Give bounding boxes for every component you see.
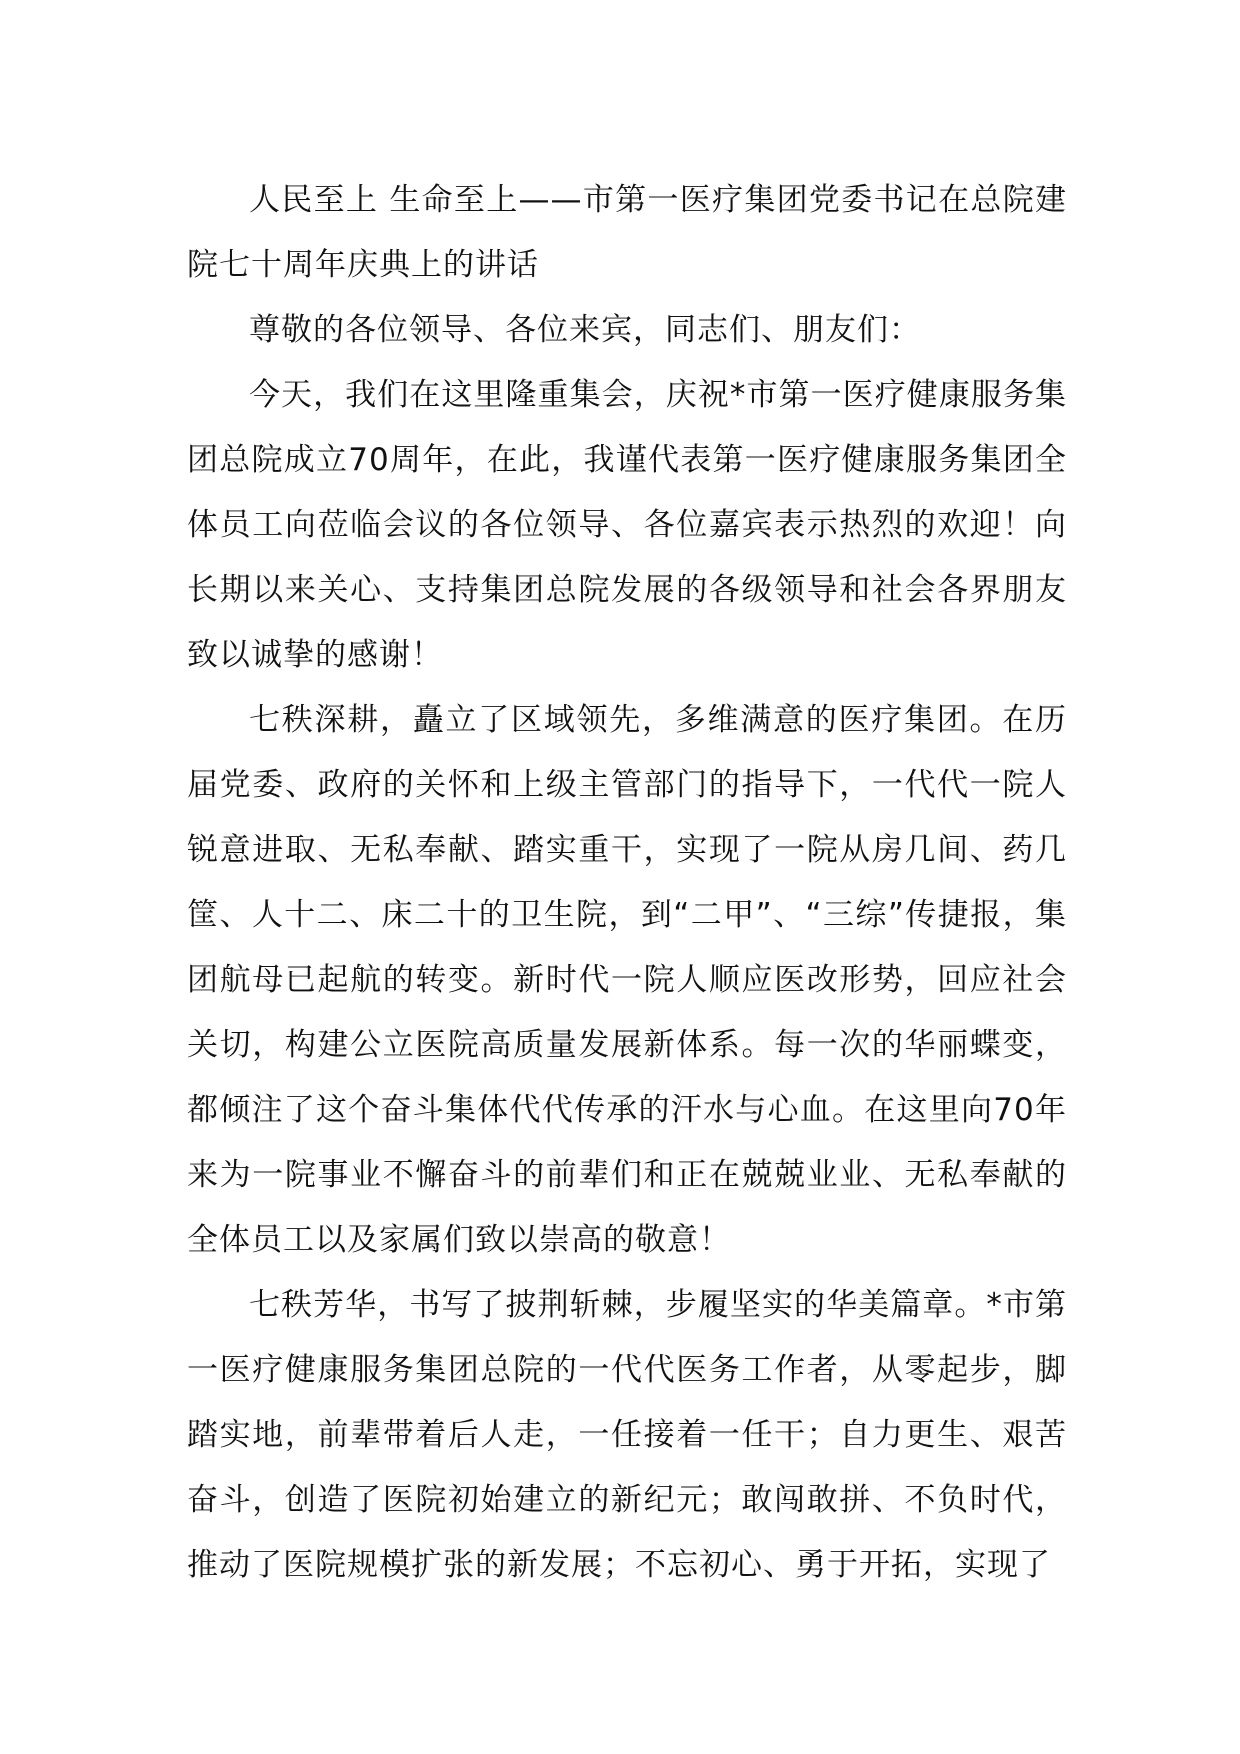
document-body xyxy=(187,168,1067,1598)
paragraph: 今天，我们在这里隆重集会，庆祝*市第一医疗健康服务集团总院成立70周年，在此，我谨代表第一医疗健康服务集团全体员工向莅临会议的各位领导、各位嘉宾表示热烈的欢迎！向长期以来关心、支持集团总院发展的各级领导和社会各界朋友致以诚挚的感谢！ xyxy=(187,377,1067,673)
document-title: 人民至上 生命至上——市第一医疗集团党委书记在总院建院七十周年庆典上的讲话 xyxy=(187,182,1067,283)
salutation: 尊敬的各位领导、各位来宾，同志们、朋友们： xyxy=(249,312,921,348)
paragraph: 七秩芳华，书写了披荆斩棘，步履坚实的华美篇章。*市第一医疗健康服务集团总院的一代代医务工作者，从零起步，脚踏实地，前辈带着后人走，一任接着一任干；自力更生、艰苦奋斗，创造了医院初始建立的新纪元；敢闯敢拼、不负时代，推动了医院规模扩张的新发展；不忘初心、勇于开拓，实现了 xyxy=(187,1287,1067,1583)
paragraph: 七秩深耕，矗立了区域领先，多维满意的医疗集团。在历届党委、政府的关怀和上级主管部门的指导下，一代代一院人锐意进取、无私奉献、踏实重干，实现了一院从房几间、药几筐、人十二、床二十的卫生院，到“二甲”、“三综”传捷报，集团航母已起航的转变。新时代一院人顺应医改形势，回应社会关切，构建公立医院高质量发展新体系。每一次的华丽蝶变，都倾注了这个奋斗集体代代传承的汗水与心血。在这里向70年来为一院事业不懈奋斗的前辈们和正在兢兢业业、无私奉献的全体员工以及家属们致以崇高的敬意！ xyxy=(187,702,1067,1258)
